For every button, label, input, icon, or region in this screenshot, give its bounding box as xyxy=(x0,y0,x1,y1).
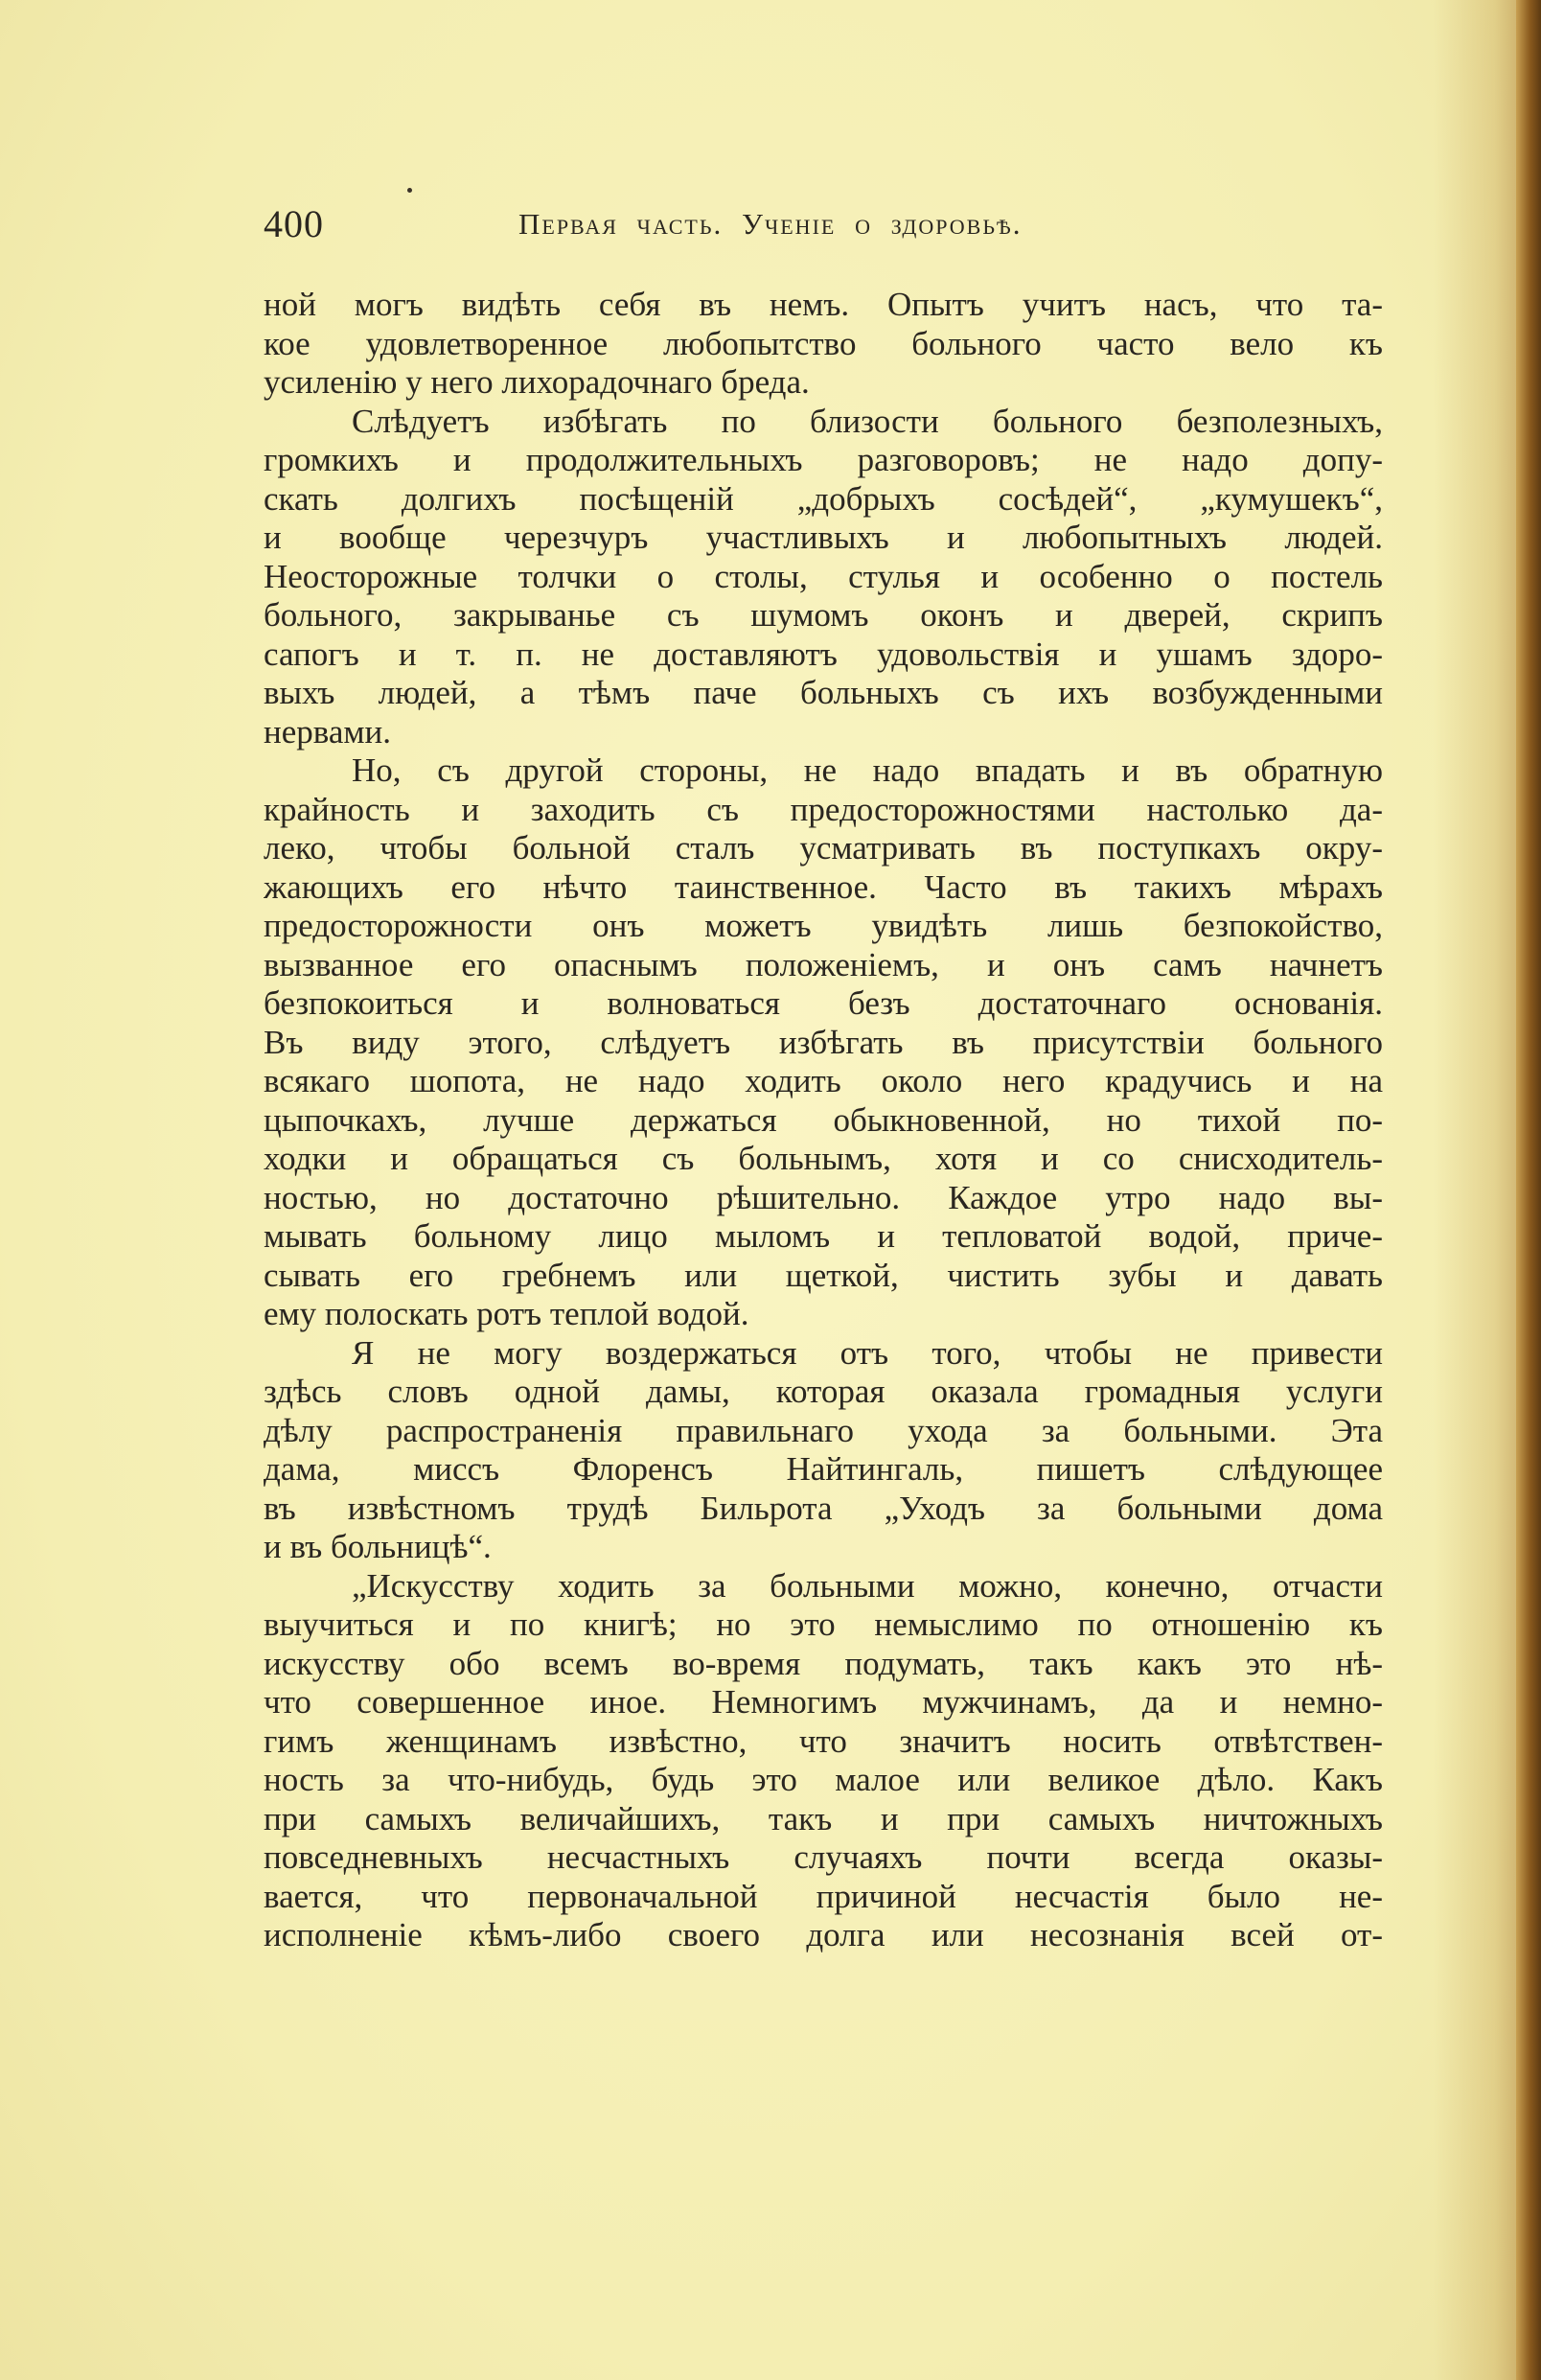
text-line: крайность и заходить съ предосторожностями настолько да- xyxy=(264,790,1383,828)
text-line: нервами. xyxy=(264,712,391,751)
text-line: вызванное его опаснымъ положеніемъ, и онъ самъ начнетъ xyxy=(264,945,1383,983)
text-line: мывать больному лицо мыломъ и тепловатой водой, приче- xyxy=(264,1217,1383,1255)
text-line: здѣсь словъ одной дамы, которая оказала громадныя услуги xyxy=(264,1373,1383,1410)
text-line: ностью, но достаточно рѣшительно. Каждое утро надо вы- xyxy=(264,1178,1383,1216)
text-line: и вообще черезчуръ участливыхъ и любопытныхъ людей. xyxy=(264,519,1383,556)
text-line: исполненіе кѣмъ-либо своего долга или несознанія всей от- xyxy=(264,1916,1383,1953)
text-line: что совершенное иное. Немногимъ мужчинамъ, да и немно- xyxy=(264,1683,1383,1721)
text-line: ходки и обращаться съ больнымъ, хотя и со снисходитель- xyxy=(264,1140,1383,1177)
text-line: предосторожности онъ можетъ увидѣть лишь безпокойство, xyxy=(264,907,1383,944)
text-line: ность за что-нибудь, будь это малое или великое дѣло. Какъ xyxy=(264,1761,1383,1798)
text-line: выхъ людей, а тѣмъ паче больныхъ съ ихъ возбужденными xyxy=(264,674,1383,711)
text-line: безпокоиться и волноваться безъ достаточнаго основанія. xyxy=(264,984,1383,1022)
text-line: жающихъ его нѣчто таинственное. Часто въ такихъ мѣрахъ xyxy=(264,867,1383,906)
text-line: Неосторожные толчки о столы, стулья и особенно о постель xyxy=(264,557,1383,595)
text-line: Слѣдуетъ избѣгать по близости больного безполезныхъ, xyxy=(352,402,1383,440)
text-line: Но, съ другой стороны, не надо впадать и въ обратную xyxy=(352,751,1383,789)
text-line: дѣлу распространенія правильнаго ухода за больными. Эта xyxy=(264,1411,1383,1449)
body-text xyxy=(264,286,1383,1955)
text-line: больного, закрыванье съ шумомъ оконъ и дверей, скрипъ xyxy=(264,596,1383,634)
text-line: всякаго шопота, не надо ходить около него крадучись и на xyxy=(264,1062,1383,1099)
text-line: сывать его гребнемъ или щеткой, чистить зубы и давать xyxy=(264,1256,1383,1294)
text-line: сапогъ и т. п. не доставляютъ удовольствія и ушамъ здоро- xyxy=(264,635,1383,673)
page-header xyxy=(264,197,1394,251)
text-line: повседневныхъ несчастныхъ случаяхъ почти всегда оказы- xyxy=(264,1838,1383,1876)
text-line: и въ больницѣ“. xyxy=(264,1528,492,1565)
text-line: цыпочкахъ, лучше держаться обыкновенной, но тихой по- xyxy=(264,1100,1383,1139)
text-line: громкихъ и продолжительныхъ разговоровъ; не надо допу- xyxy=(264,441,1383,478)
text-line: ему полоскать ротъ теплой водой. xyxy=(264,1295,749,1332)
ink-dot xyxy=(407,188,412,193)
text-line: Въ виду этого, слѣдуетъ избѣгать въ присутствіи больного xyxy=(264,1023,1383,1061)
text-line: при самыхъ величайшихъ, такъ и при самыхъ ничтожныхъ xyxy=(264,1799,1383,1837)
text-line: кое удовлетворенное любопытство больного часто вело къ xyxy=(264,324,1383,362)
text-line: Я не могу воздержаться отъ того, чтобы не привести xyxy=(352,1333,1383,1372)
text-line: выучиться и по книгѣ; но это немыслимо по отношенію къ xyxy=(264,1606,1383,1643)
text-line: усиленію у него лихорадочнаго бреда. xyxy=(264,363,810,401)
text-line: скать долгихъ посѣщеній „добрыхъ сосѣдей“, „кумушекъ“, xyxy=(264,479,1383,518)
book-spine-edge xyxy=(1516,0,1541,2380)
text-line: вается, что первоначальной причиной несчастія было не- xyxy=(264,1877,1383,1915)
text-line: гимъ женщинамъ извѣстно, что значитъ носить отвѣтствен- xyxy=(264,1721,1383,1760)
text-line: искусству обо всемъ во-время подумать, такъ какъ это нѣ- xyxy=(264,1644,1383,1682)
text-line: дама, миссъ Флоренсъ Найтингаль, пишетъ слѣдующее xyxy=(264,1450,1383,1488)
page-number: 400 xyxy=(264,202,324,245)
running-head: Первая часть. Ученіе о здоровьѣ. xyxy=(518,207,1023,241)
text-line: ной могъ видѣть себя въ немъ. Опытъ учитъ насъ, что та- xyxy=(264,286,1383,323)
text-line: леко, чтобы больной сталъ усматривать въ поступкахъ окру- xyxy=(264,829,1383,867)
text-line: „Искусству ходить за больными можно, конечно, отчасти xyxy=(352,1566,1383,1605)
text-line: въ извѣстномъ трудѣ Бильрота „Уходъ за больными дома xyxy=(264,1489,1383,1527)
